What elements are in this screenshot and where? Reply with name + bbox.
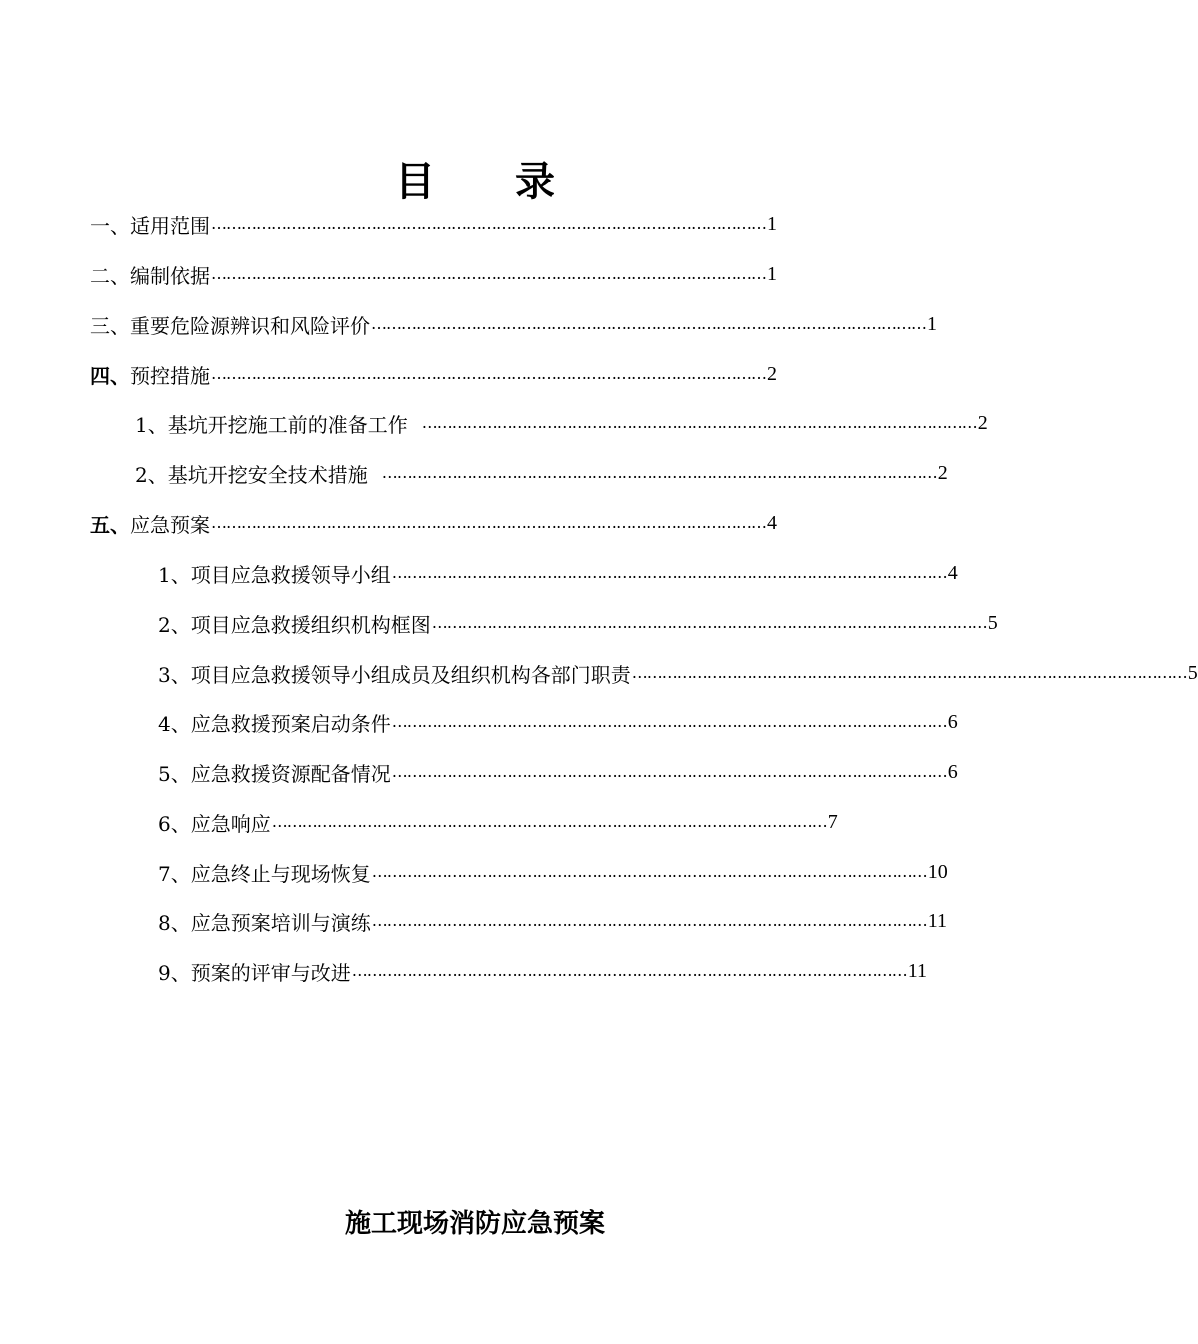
toc-entry-page: 1	[927, 312, 937, 335]
toc-entry[interactable]	[158, 558, 958, 588]
toc-entry-number: 三、	[90, 313, 130, 338]
toc-entry[interactable]	[158, 608, 998, 638]
toc-entry-number: 1、	[158, 562, 191, 587]
toc-entry-page: 6	[947, 760, 958, 783]
toc-entry-label: 应急救援预案启动条件	[190, 711, 391, 736]
toc-entry-page: 2	[767, 362, 777, 385]
toc-leader-dots: …………………………………………………………………………………………………	[211, 364, 766, 383]
toc-entry[interactable]	[135, 408, 988, 438]
toc-entry-page: 1	[767, 262, 777, 285]
toc-entry-page: 11	[907, 959, 927, 982]
toc-leader-dots: …………………………………………………………………………………………………	[211, 214, 766, 233]
toc-entry-number: 3、	[158, 662, 191, 687]
toc-entry-label: 基坑开挖安全技术措施	[167, 462, 368, 487]
toc-leader-dots: …………………………………………………………………………………………………	[631, 663, 1187, 682]
toc-leader-dots: …………………………………………………………………………………………………	[381, 463, 937, 482]
toc-entry-label: 项目应急救援领导小组	[190, 562, 391, 587]
toc-entry[interactable]	[158, 807, 838, 837]
toc-entry-number: 1、	[135, 412, 168, 437]
toc-entry[interactable]	[158, 707, 958, 737]
toc-entry-label: 重要危险源辨识和风险评价	[130, 313, 370, 338]
toc-entry[interactable]	[158, 956, 927, 986]
toc-title	[0, 150, 950, 207]
toc-entry-page: 7	[827, 810, 838, 833]
toc-entry-page: 4	[767, 511, 777, 534]
toc-entry-number: 二、	[90, 263, 130, 288]
toc-leader-dots: …………………………………………………………………………………………………	[371, 862, 927, 881]
toc-entry-label: 应急救援资源配备情况	[190, 761, 391, 786]
toc-entry-label: 预控措施	[130, 363, 210, 388]
toc-entry-page: 6	[947, 710, 958, 733]
toc-entry-number: 4、	[158, 711, 191, 736]
toc-entry-number: 5、	[158, 761, 191, 786]
toc-entry-page: 4	[947, 561, 958, 584]
toc-title-right: 录	[515, 159, 555, 205]
toc-entry-label: 编制依据	[130, 263, 210, 288]
toc-entry-number: 四、	[90, 363, 130, 388]
toc-entry-number: 9、	[158, 960, 191, 985]
toc-leader-dots: …………………………………………………………………………………………………	[431, 613, 987, 632]
toc-entry-number: 五、	[90, 512, 130, 537]
toc-leader-dots: …………………………………………………………………………………………………	[421, 413, 977, 432]
toc-entry-page: 10	[927, 860, 948, 883]
toc-entry[interactable]	[90, 259, 777, 289]
toc-entry-label: 项目应急救援领导小组成员及组织机构各部门职责	[190, 662, 631, 687]
toc-entry-number: 8、	[158, 910, 191, 935]
toc-entry-page: 11	[927, 909, 947, 932]
toc-entry-page: 1	[767, 212, 777, 235]
toc-entry[interactable]	[135, 458, 948, 488]
toc-entry-number: 6、	[158, 811, 191, 836]
toc-leader-dots: …………………………………………………………………………………………………	[211, 264, 766, 283]
toc-entry[interactable]	[90, 508, 777, 538]
toc-entry-number: 7、	[158, 861, 191, 886]
toc-entry-page: 5	[1187, 661, 1198, 684]
toc-leader-dots: …………………………………………………………………………………………………	[371, 314, 926, 333]
toc-entry-page: 2	[937, 461, 948, 484]
toc-entry-number: 一、	[90, 213, 130, 238]
toc-entry-label: 应急预案	[130, 512, 210, 537]
toc-leader-dots: …………………………………………………………………………………………………	[371, 911, 927, 930]
toc-entry[interactable]	[158, 906, 947, 936]
toc-entry-label: 项目应急救援组织机构框图	[190, 612, 431, 637]
toc-entry-label: 适用范围	[130, 213, 210, 238]
toc-entry-page: 5	[987, 611, 998, 634]
toc-leader-dots: …………………………………………………………………………………………………	[391, 762, 947, 781]
toc-entry[interactable]	[90, 359, 777, 389]
toc-entry[interactable]	[158, 757, 958, 787]
toc-leader-dots: …………………………………………………………………………………………………	[391, 712, 947, 731]
document-title: 施工现场消防应急预案	[344, 1209, 605, 1239]
toc-leader-dots: …………………………………………………………………………………………………	[351, 961, 907, 980]
toc-entry-number: 2、	[158, 612, 191, 637]
toc-entry-label: 预案的评审与改进	[190, 960, 351, 985]
toc-entry[interactable]	[90, 209, 777, 239]
toc-title-left: 目	[395, 159, 435, 205]
toc-entry-label: 应急响应	[190, 811, 271, 836]
toc-leader-dots: …………………………………………………………………………………………………	[391, 563, 947, 582]
toc-entry-label: 基坑开挖施工前的准备工作	[167, 412, 408, 437]
toc-entry-page: 2	[977, 411, 988, 434]
toc-entry[interactable]	[158, 658, 1198, 688]
toc-entry-label: 应急终止与现场恢复	[190, 861, 371, 886]
toc-entry[interactable]	[158, 857, 948, 887]
toc-entry-label: 应急预案培训与演练	[190, 910, 371, 935]
toc-entry[interactable]	[90, 309, 937, 339]
toc-entry-number: 2、	[135, 462, 168, 487]
toc-leader-dots: …………………………………………………………………………………………………	[211, 513, 766, 532]
toc-leader-dots: …………………………………………………………………………………………………	[271, 812, 827, 831]
